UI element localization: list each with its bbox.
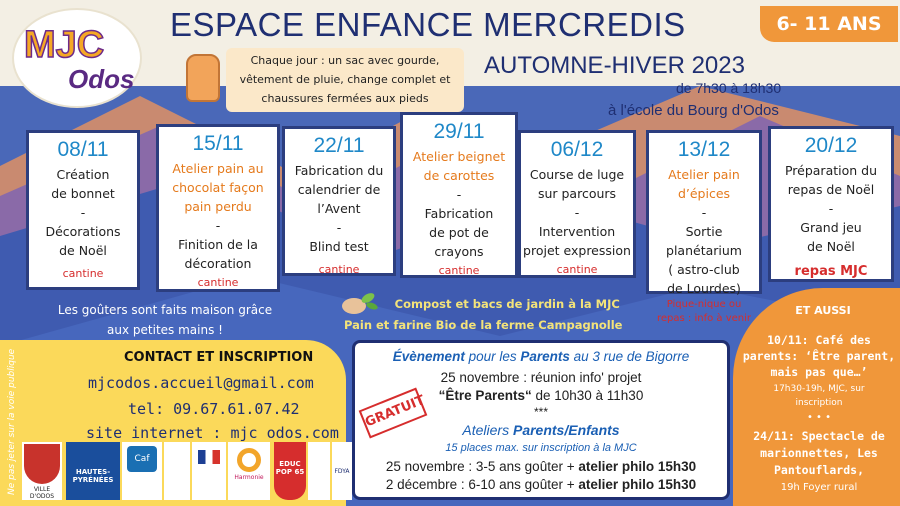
- dots-separator: • • •: [806, 412, 832, 423]
- cafe-detail-line: inscription: [795, 398, 843, 408]
- workshop-2: [355, 477, 727, 492]
- educ-pop-logo: EDUC POP 65: [274, 442, 306, 500]
- card-date: 08/11: [57, 138, 109, 161]
- daily-line: vêtement de pluie, change complet et: [239, 73, 451, 86]
- daily-line: chaussures fermées aux pieds: [261, 92, 429, 105]
- card-line: d’épices: [677, 186, 731, 201]
- hautes-pyrenees-logo: [66, 442, 120, 500]
- card-line: de Noël: [807, 239, 855, 254]
- flag-icon: [198, 450, 220, 464]
- card-line: projet expression: [523, 243, 631, 258]
- other-events-heading: ET AUSSI: [795, 304, 851, 317]
- card-line: Blind test: [309, 239, 369, 254]
- card-date: 29/11: [433, 120, 485, 143]
- venue: à l'école du Bourg d'Odos: [608, 102, 779, 119]
- card-line: Création: [56, 167, 110, 182]
- harmonie-logo: [228, 442, 270, 500]
- cafe-line: mais pas que…’: [770, 365, 868, 379]
- card-line: l’Avent: [317, 201, 361, 216]
- daily-line: Chaque jour : un sac avec gourde,: [250, 54, 440, 67]
- hp-logo-line: PYRÉNÉES: [72, 476, 114, 484]
- cafe-line: 10/11: Café des: [767, 333, 871, 347]
- event-title-part: au 3 rue de Bigorre: [569, 349, 690, 364]
- card-line: Finition de la: [178, 237, 258, 252]
- cafe-line: parents: ‘Être parent,: [742, 349, 896, 363]
- snacks-line: Les goûters sont faits maison grâce: [57, 303, 273, 317]
- harmonie-icon: [237, 448, 261, 472]
- card-separator: -: [80, 205, 86, 220]
- event-puppet-show: [739, 428, 899, 479]
- card-line: sur parcours: [537, 186, 617, 201]
- card-line: Sortie: [685, 224, 723, 239]
- card-line: de Noël: [59, 243, 107, 258]
- event-title-part: pour les: [464, 349, 521, 364]
- card-line: chocolat façon: [172, 180, 264, 195]
- workshop-1: [355, 459, 727, 474]
- event-title-part: Parents: [520, 349, 570, 364]
- event-title-part: Évènement: [392, 349, 465, 364]
- card-line: de pot de: [429, 225, 489, 240]
- card-line: planétarium: [666, 243, 742, 258]
- workshop-2-time: atelier philo 15h30: [578, 477, 697, 492]
- card-line: Fabrication: [424, 206, 494, 221]
- activity-card: [646, 130, 762, 324]
- contact-phone[interactable]: tel: 09.67.61.07.42: [128, 400, 300, 418]
- card-line: Course de luge: [529, 167, 625, 182]
- card-line: décoration: [184, 256, 252, 271]
- card-separator: -: [701, 205, 707, 220]
- activity-card: [768, 126, 894, 282]
- card-note: cantine: [62, 267, 104, 280]
- ville-odos-logo: [22, 442, 62, 500]
- card-separator: -: [574, 205, 580, 220]
- card-note: repas : info à venir: [657, 313, 751, 324]
- activity-card: [400, 112, 518, 278]
- caf-logo: [122, 442, 162, 500]
- side-disclaimer-text: Ne pas jeter sur la voie publique: [7, 348, 17, 495]
- card-line: calendrier de: [297, 182, 381, 197]
- card-separator: -: [828, 201, 834, 216]
- side-disclaimer: [4, 250, 18, 500]
- card-date: 13/12: [677, 138, 731, 161]
- workshop-1-time: atelier philo 15h30: [578, 459, 697, 474]
- card-line: Atelier pain au: [172, 161, 264, 176]
- fdya-logo: FDYA: [332, 442, 352, 500]
- compost-line: Compost et bacs de jardin à la MJC: [394, 297, 620, 311]
- lesemd-logo: [164, 442, 190, 500]
- card-line: de bonnet: [51, 186, 115, 201]
- card-note: repas MJC: [794, 264, 868, 279]
- card-line: Décorations: [45, 224, 121, 239]
- event-separator: ***: [533, 405, 548, 419]
- compost-line: Pain et farine Bio de la ferme Campagnolle: [344, 318, 623, 332]
- card-line: pain perdu: [184, 199, 252, 214]
- event-etre-parents-title: “Être Parents“: [438, 388, 532, 403]
- card-line: ( astro-club: [668, 262, 740, 277]
- activity-card: [156, 124, 280, 292]
- workshops-title-part: Ateliers: [462, 422, 513, 438]
- card-line: repas de Noël: [787, 182, 875, 197]
- card-date: 06/12: [550, 138, 604, 161]
- ville-logo-text: VILLE D'ODOS: [29, 486, 55, 500]
- daily-requirements: [226, 48, 464, 112]
- card-date: 20/12: [804, 134, 858, 157]
- hand-leaf-icon: [340, 288, 380, 318]
- workshop-2-text: 2 décembre : 6-10 ans goûter +: [385, 477, 579, 492]
- card-line: Fabrication du: [294, 163, 384, 178]
- workshops-title-part: Parents/Enfants: [512, 422, 620, 438]
- backpack-icon: [186, 54, 220, 102]
- card-line: crayons: [434, 244, 484, 259]
- event-cafe-parents: [739, 332, 899, 380]
- partner-logo: [308, 442, 330, 500]
- card-line: Grand jeu: [800, 220, 862, 235]
- page-title: ESPACE ENFANCE MERCREDIS: [170, 6, 686, 43]
- card-line: Préparation du: [784, 163, 878, 178]
- activity-card: [26, 130, 140, 290]
- opening-hours: de 7h30 à 18h30: [676, 80, 782, 96]
- card-date: 22/11: [313, 134, 365, 157]
- event-title: [355, 349, 727, 364]
- harmonie-logo-text: Harmonie: [234, 474, 264, 481]
- puppet-line: 24/11: Spectacle de: [753, 429, 885, 443]
- card-note: cantine: [556, 263, 598, 276]
- card-separator: -: [456, 187, 462, 202]
- ministere-logo: [192, 442, 226, 500]
- compost-note: [344, 294, 623, 336]
- card-date: 15/11: [192, 132, 244, 155]
- activity-card: [282, 126, 396, 276]
- snacks-note: [46, 300, 284, 340]
- event-cafe-details: [739, 382, 899, 410]
- contact-email[interactable]: mjcodos.accueil@gmail.com: [88, 374, 314, 392]
- card-line: Atelier pain: [668, 167, 740, 182]
- card-line: Atelier beignet: [412, 149, 506, 164]
- card-note: cantine: [197, 276, 239, 289]
- card-note: cantine: [438, 264, 480, 277]
- card-note: cantine: [318, 263, 360, 276]
- puppet-line: marionnettes, Les: [760, 446, 878, 460]
- odos-logo-text: Odos: [68, 64, 135, 94]
- mjc-logo: MJC: [24, 24, 105, 66]
- workshops-capacity: 15 places max. sur inscription à la MJC: [445, 442, 637, 454]
- event-etre-parents-time: de 10h30 à 11h30: [531, 388, 644, 403]
- partner-logos: [22, 440, 352, 502]
- contact-website[interactable]: site internet : mjc odos.com: [86, 424, 339, 442]
- activity-card: [518, 130, 636, 278]
- puppet-line: Pantouflards,: [773, 463, 864, 477]
- card-line: Intervention: [538, 224, 616, 239]
- event-meeting: 25 novembre : réunion info' projet: [440, 370, 642, 385]
- workshops-title: [355, 422, 727, 438]
- cafe-detail-line: 17h30-19h, MJC, sur: [773, 384, 865, 394]
- card-separator: -: [215, 218, 221, 233]
- shield-icon: [24, 444, 60, 484]
- puppet-details: 19h Foyer rural: [780, 482, 858, 493]
- card-note: Pique-nique ou: [666, 299, 742, 310]
- card-line: de carottes: [423, 168, 495, 183]
- hp-logo-line: HAUTES-: [75, 468, 111, 476]
- contact-heading: CONTACT ET INSCRIPTION: [124, 350, 314, 365]
- card-separator: -: [336, 220, 342, 235]
- snacks-line: aux petites mains !: [107, 323, 223, 337]
- card-line: de Lourdes): [667, 281, 741, 296]
- season-title: AUTOMNE-HIVER 2023: [484, 52, 745, 79]
- caf-logo-text: Caf: [127, 446, 157, 472]
- other-events-panel: [733, 288, 900, 506]
- free-stamp: GRATUIT: [359, 387, 428, 438]
- workshop-1-text: 25 novembre : 3-5 ans goûter +: [385, 459, 579, 474]
- age-badge: 6- 11 ANS: [760, 6, 898, 42]
